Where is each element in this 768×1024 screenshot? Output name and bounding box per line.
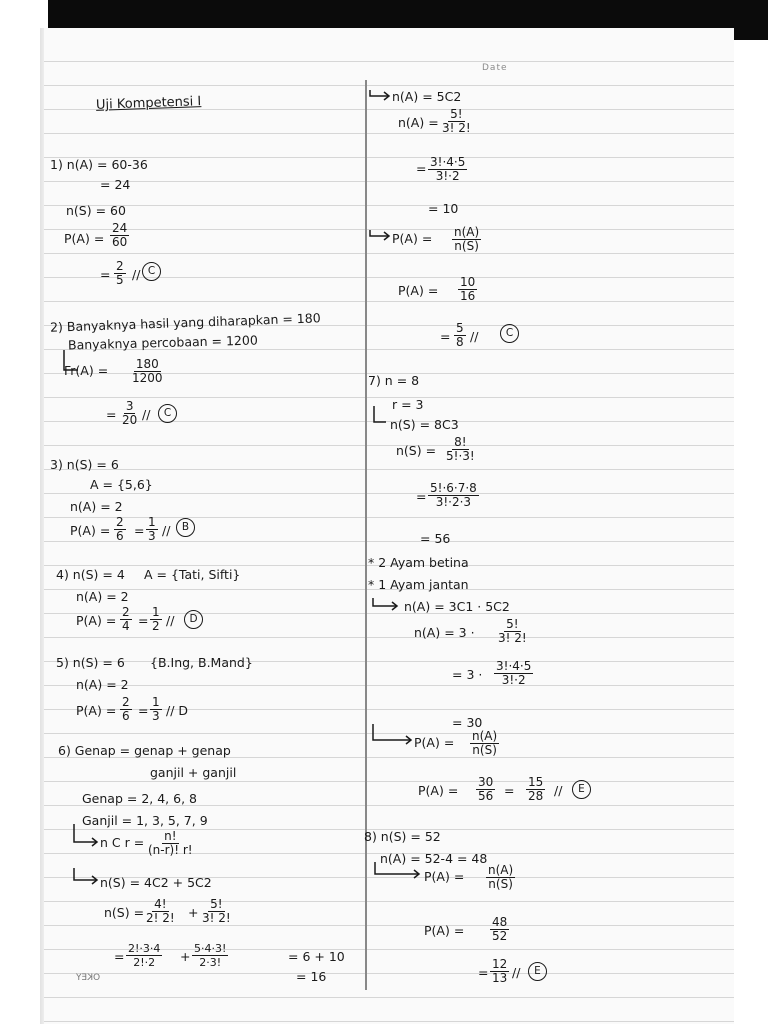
q4-set: A = {Tati, Sifti} (144, 567, 241, 582)
q7-line-11: = 3 · (452, 667, 483, 682)
q4-line-1: 4) n(S) = 4 (56, 567, 125, 582)
q7-fraction-1: $\frac{8!}{5!\cdot 3!}$ (446, 435, 475, 463)
q7-line-12: = 30 (452, 715, 483, 730)
q8-line-1: 8) n(S) = 52 (364, 829, 441, 844)
q6-fraction-5: $\frac{5\cdot 4\cdot 3!}{2\cdot 3!}$ (194, 942, 227, 969)
q2-line-1: 2) Banyaknya hasil yang diharapkan = 180 (49, 310, 321, 335)
q6-line-1: 6) Genap = genap + genap (58, 743, 231, 758)
q7-answer-circle: E (572, 780, 591, 799)
q6-fraction-1: $\frac{n!}{(n-r)! r!}$ (148, 829, 193, 857)
q7-arrow-1 (370, 404, 390, 428)
q1-line-3: n(S) = 60 (66, 203, 126, 218)
q5-line-3: P(A) = (76, 703, 117, 718)
q6-fraction-3: $\frac{5!}{3! 2!}$ (202, 897, 231, 925)
q5-equals: = (138, 703, 149, 718)
q6b-answer-marks: // (470, 329, 479, 344)
q6-arrow-1 (70, 822, 100, 848)
q5-line-1: 5) n(S) = 6 (56, 655, 125, 670)
q5-answer: // D (166, 703, 189, 718)
q6b-line-7: = (440, 329, 451, 344)
q6-plus-2: + (180, 949, 191, 964)
q6-line-3: Genap = 2, 4, 6, 8 (82, 791, 197, 806)
q4-equals: = (138, 613, 149, 628)
q7-arrow-2 (370, 596, 400, 614)
q6-fraction-4: $\frac{2!\cdot 3\cdot 4}{2!\cdot 2}$ (128, 942, 161, 969)
q4-fraction-1: $\frac{2}{4}$ (122, 605, 130, 633)
q6b-fraction-3: $\frac{n(A)}{n(S)}$ (454, 225, 480, 253)
q7-line-9: n(A) = 3C1 · 5C2 (404, 599, 510, 614)
q6b-fraction-1: $\frac{5!}{3! 2!}$ (442, 107, 471, 135)
q7-fraction-6: $\frac{30}{56}$ (478, 775, 494, 803)
q3-fraction-2: $\frac{1}{3}$ (148, 515, 156, 543)
q6-line-4: Ganjil = 1, 3, 5, 7, 9 (82, 813, 208, 828)
q6-line-5: n C r = (100, 835, 145, 850)
q2-line-4: = (106, 407, 117, 422)
q6b-arrow-2 (368, 228, 392, 242)
q6-line-8-result: = 6 + 10 (288, 949, 345, 964)
q1-line-2: = 24 (100, 177, 131, 192)
q6-arrow-2 (70, 866, 100, 888)
q6-line-9: = 16 (296, 969, 327, 984)
q2-line-2: Banyaknya percobaan = 1200 (67, 332, 258, 353)
q6b-fraction-2: $\frac{3!\cdot 4\cdot 5}{3!\cdot 2}$ (430, 155, 466, 183)
q7-line-8: * 1 Ayam jantan (368, 577, 469, 592)
q7-answer-marks: // (554, 783, 563, 798)
q1-answer-circle: C (142, 262, 161, 281)
q5-fraction-1: $\frac{2}{6}$ (122, 695, 130, 723)
q8-arrow-1 (372, 860, 422, 882)
q7-line-4: n(S) = (396, 443, 437, 458)
q7-arrow-3 (370, 722, 414, 746)
q7-fraction-2: $\frac{5!\cdot 6\cdot 7\cdot 8}{3!\cdot 2\cdot 3}$ (430, 481, 477, 509)
q1-line-1: 1) n(A) = 60-36 (50, 157, 148, 172)
q4-line-3: P(A) = (76, 613, 117, 628)
q6b-fraction-4: $\frac{10}{16}$ (460, 275, 476, 303)
q6b-line-5: P(A) = (392, 231, 433, 246)
q8-line-3: P(A) = (424, 869, 465, 884)
q6-fraction-2: $\frac{4!}{2! 2!}$ (146, 897, 175, 925)
q7-line-14: P(A) = (418, 783, 459, 798)
q6-line-7: n(S) = (104, 905, 145, 920)
q6b-arrow-1 (368, 88, 392, 102)
q2-fraction-1: $\frac{180}{1200}$ (132, 357, 163, 385)
q1-fraction-2: $\frac{2}{5}$ (116, 259, 124, 287)
q7-line-5: = (416, 489, 427, 504)
q8-fraction-2: $\frac{48}{52}$ (492, 915, 508, 943)
q2-fraction-2: $\frac{3}{20}$ (122, 399, 138, 427)
page-title: Uji Kompetensi I (95, 94, 202, 113)
q3-line-1: 3) n(S) = 6 (50, 457, 119, 472)
q4-answer-circle: D (184, 610, 203, 629)
q3-line-3: n(A) = 2 (70, 499, 123, 514)
q7-fraction-4: $\frac{3!\cdot 4\cdot 5}{3!\cdot 2}$ (496, 659, 532, 687)
q6b-line-2: n(A) = (398, 115, 439, 130)
q6-line-6: n(S) = 4C2 + 5C2 (100, 875, 212, 890)
q7-line-6: = 56 (420, 531, 451, 546)
q5-set: {B.Ing, B.Mand} (150, 655, 253, 670)
q3-answer-circle: B (176, 518, 195, 537)
q2-answer-marks: // (142, 407, 151, 422)
q7-fraction-5: $\frac{n(A)}{n(S)}$ (472, 729, 498, 757)
q6b-line-1: n(A) = 5C2 (392, 89, 462, 104)
q4-fraction-2: $\frac{1}{2}$ (152, 605, 160, 633)
q1-line-5: = (100, 267, 111, 282)
q3-answer-marks: // (162, 523, 171, 538)
q6-line-2: ganjil + ganjil (150, 765, 237, 780)
q2-line-3: Fr(A) = (64, 363, 109, 378)
q5-fraction-2: $\frac{1}{3}$ (152, 695, 160, 723)
q6b-line-4: = 10 (428, 201, 459, 216)
q1-fraction-1: $\frac{24}{60}$ (112, 221, 128, 249)
q7-line-3: n(S) = 8C3 (390, 417, 459, 432)
q7-line-13: P(A) = (414, 735, 455, 750)
q4-answer-marks: // (166, 613, 175, 628)
page-divider (365, 80, 367, 990)
q3-line-4: P(A) = (70, 523, 111, 538)
q8-answer-marks: // (512, 965, 521, 980)
q8-line-5: = (478, 965, 489, 980)
q8-line-4: P(A) = (424, 923, 465, 938)
q8-line-2: n(A) = 52-4 = 48 (380, 851, 488, 866)
q7-fraction-3: $\frac{5!}{3! 2!}$ (498, 617, 527, 645)
q8-answer-circle: E (528, 962, 547, 981)
q3-fraction-1: $\frac{2}{6}$ (116, 515, 124, 543)
q8-fraction-1: $\frac{n(A)}{n(S)}$ (488, 863, 514, 891)
q2-answer-circle: C (158, 404, 177, 423)
q6b-line-6: P(A) = (398, 283, 439, 298)
q1-line-4: P(A) = (64, 231, 105, 246)
q8-fraction-3: $\frac{12}{13}$ (492, 957, 508, 985)
q4-line-2: n(A) = 2 (76, 589, 129, 604)
q7-equals: = (504, 783, 515, 798)
q6-line-8: = (114, 949, 125, 964)
q5-line-2: n(A) = 2 (76, 677, 129, 692)
q3-equals: = (134, 523, 145, 538)
q7-line-1: 7) n = 8 (368, 373, 420, 388)
q7-line-7: * 2 Ayam betina (368, 555, 469, 570)
q6-plus-1: + (188, 905, 199, 920)
footer-brand-mark: OKEY (76, 973, 101, 983)
q1-answer-marks: // (132, 267, 141, 282)
q6b-line-3: = (416, 161, 427, 176)
date-label: Date (482, 63, 508, 73)
q6b-answer-circle: C (500, 324, 519, 343)
q7-fraction-7: $\frac{15}{28}$ (528, 775, 544, 803)
q3-line-2: A = {5,6} (90, 477, 153, 492)
q7-line-2: r = 3 (392, 397, 424, 412)
q7-line-10: n(A) = 3 · (414, 625, 475, 640)
q6b-fraction-5: $\frac{5}{8}$ (456, 321, 464, 349)
